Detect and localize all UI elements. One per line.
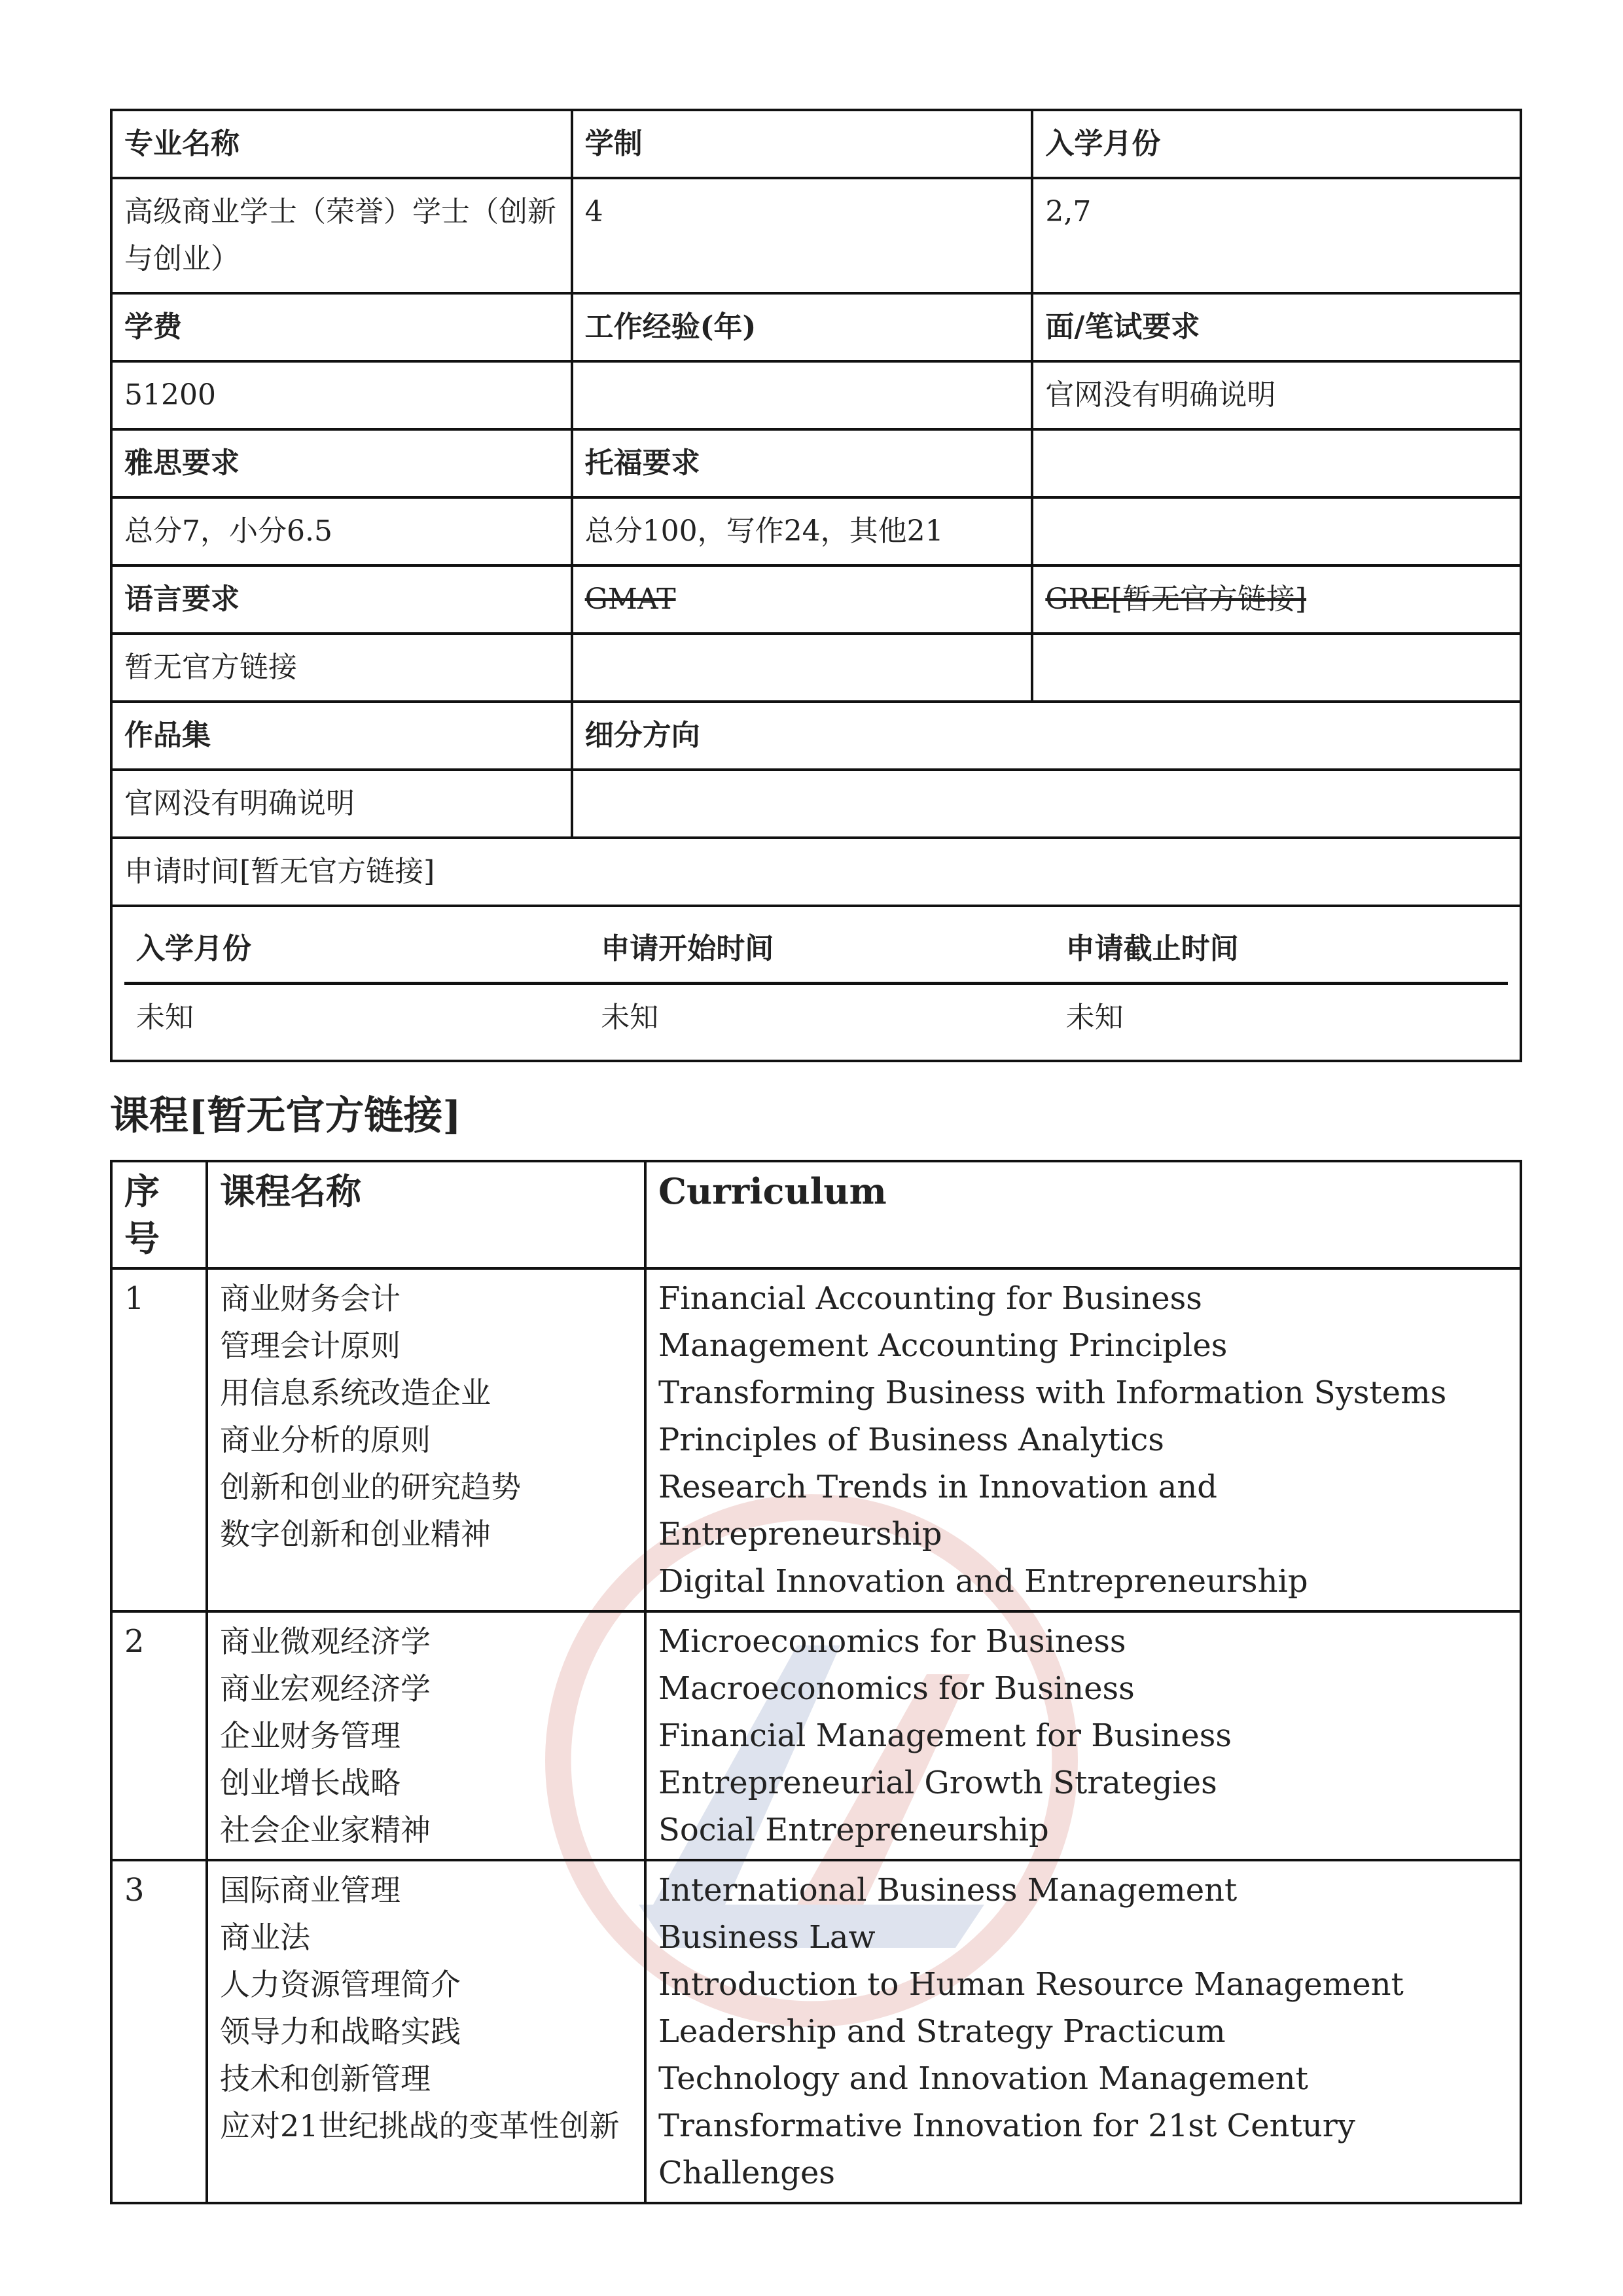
header-program-name: 专业名称	[111, 110, 572, 178]
course-row-3	[111, 1860, 1521, 2203]
course-en: Leadership and Strategy Practicum	[658, 2013, 1226, 2050]
course-en: Introduction to Human Resource Management	[658, 1966, 1404, 2003]
course-cn: 技术和创新管理	[220, 2061, 431, 2096]
tuition-value: 51200	[111, 361, 572, 429]
course-cn: 数字创新和创业精神	[220, 1516, 491, 1552]
header-work-experience: 工作经验(年)	[572, 293, 1033, 361]
course-en: Financial Management for Business	[658, 1717, 1232, 1754]
course-number: 3	[111, 1860, 207, 2203]
ielts-value: 总分7，小分6.5	[111, 497, 572, 565]
curriculum-table	[110, 1160, 1522, 2204]
app-header-start: 申请开始时间	[589, 916, 1054, 984]
header-language-req: 语言要求	[111, 565, 572, 634]
header-specialization: 细分方向	[572, 702, 1521, 770]
app-value-intake: 未知	[136, 1001, 194, 1034]
application-dates-table	[124, 916, 1508, 1050]
course-en: Financial Accounting for Business	[658, 1280, 1202, 1317]
course-cn: 国际商业管理	[220, 1873, 401, 1908]
course-cn: 应对21世纪挑战的变革性创新	[220, 2108, 620, 2144]
toefl-value: 总分100，写作24，其他21	[572, 497, 1033, 565]
course-en: Entrepreneurial Growth Strategies	[658, 1765, 1217, 1801]
course-en: International Business Management	[658, 1872, 1238, 1909]
course-en: Technology and Innovation Management	[658, 2060, 1308, 2097]
header-toefl: 托福要求	[572, 429, 1033, 497]
header-portfolio: 作品集	[111, 702, 572, 770]
course-cn: 创业增长战略	[220, 1765, 401, 1801]
header-interview: 面/笔试要求	[1032, 293, 1521, 361]
course-number: 2	[111, 1611, 207, 1860]
course-cn: 管理会计原则	[220, 1328, 401, 1363]
course-en: Microeconomics for Business	[658, 1623, 1126, 1660]
course-cn: 商业财务会计	[220, 1281, 401, 1316]
program-name: 高级商业学士（荣誉）学士（创新与创业）	[111, 178, 572, 293]
header-tuition: 学费	[111, 293, 572, 361]
col-header-curriculum: Curriculum	[645, 1161, 1521, 1268]
language-req-value: 暂无官方链接	[111, 634, 572, 702]
empty-cell	[1032, 497, 1521, 565]
app-header-deadline: 申请截止时间	[1054, 916, 1508, 984]
course-number: 1	[111, 1268, 207, 1611]
course-en: Research Trends in Innovation and Entrepreneurship	[658, 1469, 1218, 1552]
intake-months-value: 2,7	[1032, 178, 1521, 293]
interview-value: 官网没有明确说明	[1032, 361, 1521, 429]
course-en: Business Law	[658, 1919, 876, 1956]
gre-value	[1032, 634, 1521, 702]
course-en: Management Accounting Principles	[658, 1327, 1228, 1364]
duration-value: 4	[572, 178, 1033, 293]
application-dates-cell	[111, 906, 1521, 1061]
course-cn: 商业法	[220, 1920, 310, 1955]
course-row-1	[111, 1268, 1521, 1611]
course-cn: 社会企业家精神	[220, 1812, 431, 1848]
curriculum-section-title: 课程[暂无官方链接]	[110, 1093, 461, 1139]
course-names-en	[645, 1860, 1521, 2203]
course-names-cn	[207, 1860, 645, 2203]
col-header-number: 序号	[111, 1161, 207, 1268]
app-value-deadline: 未知	[1065, 1001, 1124, 1034]
course-cn: 商业宏观经济学	[220, 1671, 431, 1706]
course-cn: 创新和创业的研究趋势	[220, 1469, 521, 1505]
course-en: Transforming Business with Information Systems	[658, 1374, 1447, 1411]
header-empty	[1032, 429, 1521, 497]
course-en: Social Entrepreneurship	[658, 1812, 1049, 1848]
app-value-start: 未知	[601, 1001, 659, 1034]
application-time-label: 申请时间[暂无官方链接]	[111, 838, 1521, 906]
course-cn: 用信息系统改造企业	[220, 1375, 491, 1410]
course-names-cn	[207, 1611, 645, 1860]
header-gmat: GMAT	[572, 565, 1033, 634]
gmat-value	[572, 634, 1033, 702]
specialization-value	[572, 770, 1521, 838]
app-header-intake: 入学月份	[124, 916, 589, 984]
course-names-en	[645, 1268, 1521, 1611]
course-cn: 领导力和战略实践	[220, 2014, 461, 2049]
course-names-cn	[207, 1268, 645, 1611]
header-gre: GRE[暂无官方链接]	[1032, 565, 1521, 634]
col-header-course-name: 课程名称	[207, 1161, 645, 1268]
course-cn: 企业财务管理	[220, 1718, 401, 1753]
course-cn: 商业微观经济学	[220, 1624, 431, 1659]
course-cn: 商业分析的原则	[220, 1422, 431, 1458]
header-intake-month: 入学月份	[1032, 110, 1521, 178]
course-en: Principles of Business Analytics	[658, 1422, 1164, 1458]
course-row-2	[111, 1611, 1521, 1860]
program-info-table	[110, 109, 1522, 1062]
course-en: Transformative Innovation for 21st Century Challenges	[658, 2108, 1355, 2191]
work-experience-value	[572, 361, 1033, 429]
header-duration: 学制	[572, 110, 1033, 178]
course-en: Macroeconomics for Business	[658, 1670, 1135, 1707]
portfolio-value: 官网没有明确说明	[111, 770, 572, 838]
header-ielts: 雅思要求	[111, 429, 572, 497]
course-en: Digital Innovation and Entrepreneurship	[658, 1563, 1308, 1600]
course-cn: 人力资源管理简介	[220, 1967, 461, 2002]
course-names-en	[645, 1611, 1521, 1860]
